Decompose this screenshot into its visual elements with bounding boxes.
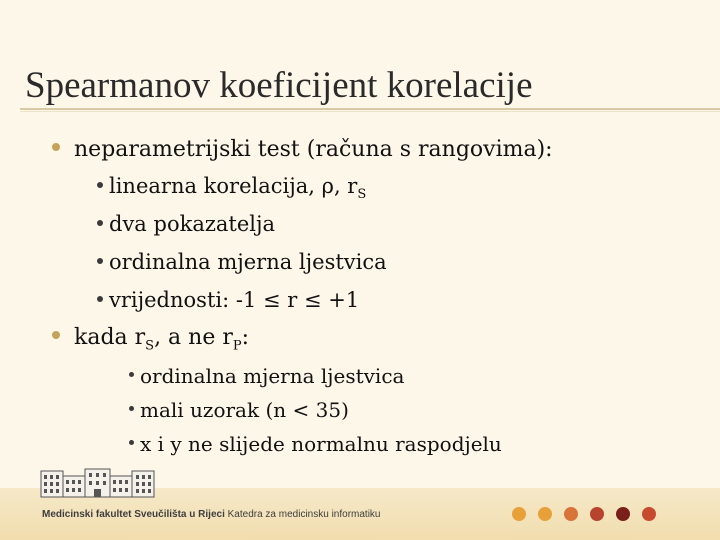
bullet-dot-icon [97, 182, 103, 188]
subscript: S [357, 187, 367, 203]
decorative-dot-3 [564, 507, 578, 521]
footer-text [42, 509, 380, 520]
subscript: S [145, 338, 155, 354]
bullet-dot-icon [97, 296, 103, 302]
decorative-dot-6 [642, 507, 656, 521]
sub-bullet-ordinalna-2 [129, 366, 404, 386]
institution-name: Medicinski fakultet Sveučilišta u Rijeci [42, 509, 225, 520]
sub-bullet-text: mali uzorak (n < 35) [140, 398, 349, 422]
bullet-text: : [241, 325, 250, 350]
sub-bullet-text: linearna korelacija, ρ, r [109, 174, 358, 198]
sub-bullet-dva [97, 214, 275, 235]
bullet-dot-icon [129, 372, 134, 377]
sub-bullet-text: ordinalna mjerna ljestvica [109, 250, 387, 274]
bullet-dot-icon [129, 406, 134, 411]
decorative-dot-2 [538, 507, 552, 521]
sub-bullet-vrijednosti [97, 290, 359, 311]
decorative-dot-4 [590, 507, 604, 521]
sub-bullet-text: vrijednosti: -1 ≤ r ≤ +1 [109, 288, 360, 312]
sub-bullet-uzorak [129, 400, 349, 420]
bullet-text: neparametrijski test (računa s rangovima): [74, 137, 553, 162]
decorative-dot-1 [512, 507, 526, 521]
bullet-dot-icon [52, 331, 60, 339]
bullet-kada [52, 327, 249, 352]
sub-bullet-text: dva pokazatelja [109, 212, 276, 236]
decorative-dot-5 [616, 507, 630, 521]
bullet-dot-icon [97, 220, 103, 226]
sub-bullet-linearna [97, 176, 366, 201]
faculty-building-logo-icon [40, 468, 155, 498]
subscript: P [232, 338, 242, 354]
bullet-text: , a ne r [154, 325, 233, 350]
bullet-neparametrijski [52, 139, 553, 161]
bullet-dot-icon [129, 440, 134, 445]
sub-bullet-text: x i y ne slijede normalnu raspodjelu [140, 432, 502, 456]
title-rule-light [20, 111, 720, 112]
slide-title: Spearmanov koeficijent korelacije [25, 65, 533, 106]
bullet-text: kada r [74, 325, 146, 350]
sub-bullet-text: ordinalna mjerna ljestvica [140, 364, 405, 388]
department-name: Katedra za medicinsku informatiku [227, 509, 381, 520]
sub-bullet-ordinalna [97, 252, 387, 273]
title-rule [20, 108, 720, 110]
bullet-dot-icon [97, 258, 103, 264]
decorative-dots [512, 507, 656, 521]
sub-bullet-normalnu [129, 434, 502, 454]
bullet-dot-icon [52, 143, 60, 151]
